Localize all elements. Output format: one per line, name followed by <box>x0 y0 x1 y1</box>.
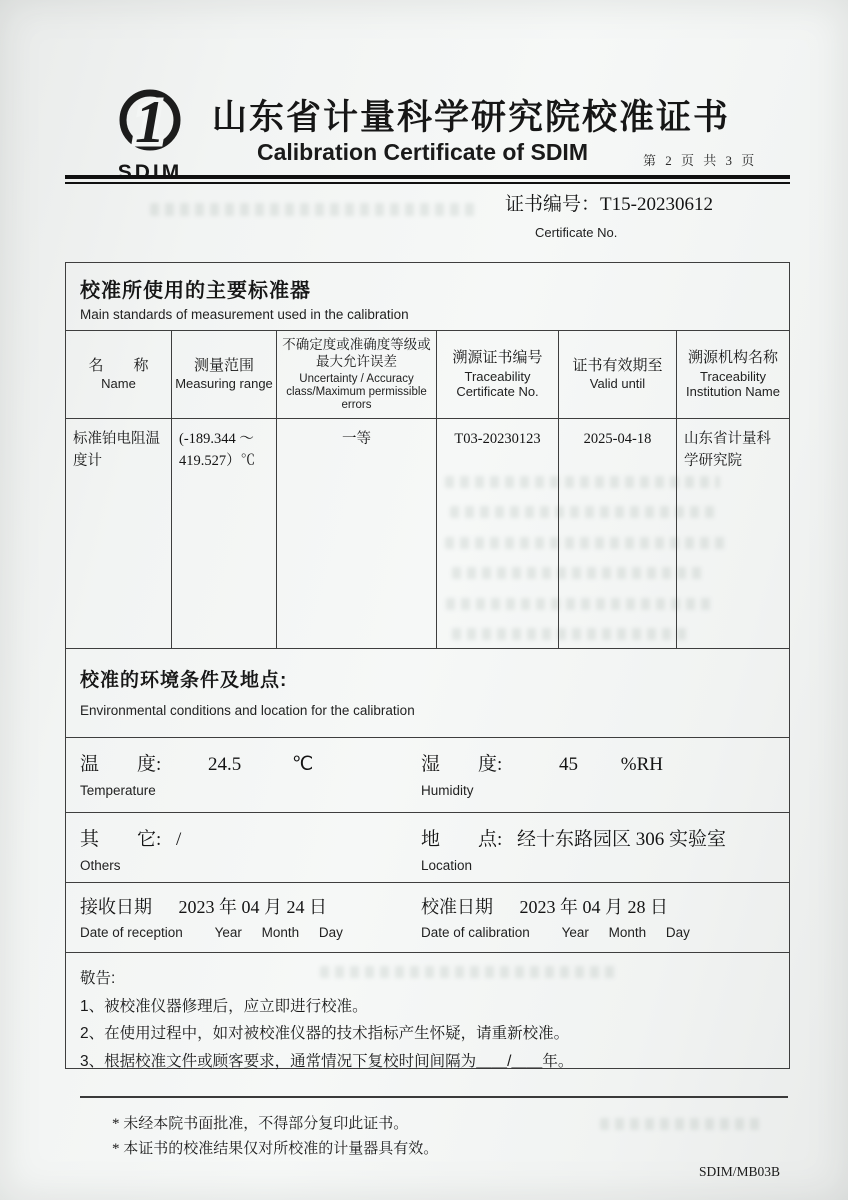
sdim-logo-icon <box>100 86 200 160</box>
others-location-row <box>66 813 789 883</box>
page-indicator: 第 2 页 共 3 页 <box>643 153 758 168</box>
calibration-date-value: 2023 年 04 月 28 日 <box>519 897 668 917</box>
certificate-number-line <box>505 189 713 216</box>
others-label-en: Others <box>80 858 121 873</box>
notice-item: 2、在使用过程中，如对被校准仪器的技术指标产生怀疑，请重新校准。 <box>80 1025 570 1043</box>
cell-traceability-cert-no: T03-20230123 <box>437 419 559 648</box>
cell-standard-name: 标准铂电阻温度计 <box>66 419 172 648</box>
others-value: / <box>176 829 182 850</box>
footer-note: * 未经本院书面批准，不得部分复印此证书。 <box>112 1116 409 1132</box>
standards-section-title-en: Main standards of measurement used in the calibration <box>80 307 409 322</box>
footer-notes <box>112 1112 438 1162</box>
humidity-label-zh: 湿 度: <box>421 754 503 775</box>
calibration-label-en: Date of calibration <box>421 925 530 940</box>
temperature-value: 24.5 <box>208 754 242 775</box>
location-value: 经十东路园区 306 实验室 <box>517 829 727 850</box>
notice-title: 敬告: <box>80 970 116 987</box>
reception-label-zh: 接收日期 <box>80 897 152 917</box>
cell-measuring-range: (-189.344 ～ 419.527）℃ <box>172 419 277 648</box>
humidity-label-en: Humidity <box>421 783 474 798</box>
column-header-traceability-institution: 溯源机构名称 Traceability Institution Name <box>686 349 780 399</box>
date-of-calibration-field <box>421 883 789 952</box>
others-field <box>66 813 421 882</box>
column-header-valid-until: 证书有效期至 Valid until <box>559 331 677 418</box>
location-label-en: Location <box>421 858 473 873</box>
notice-item: 3、根据校准文件或顾客要求，通常情况下复校时间间隔为＿＿/＿＿年。 <box>80 1052 574 1070</box>
footer-divider <box>80 1096 788 1098</box>
column-header-uncertainty: 不确定度或准确度等级或最大允许误差 Uncertainty / Accuracy class/Maximum permissible errors <box>277 331 437 418</box>
certificate-number-value: T15-20230612 <box>600 194 713 215</box>
humidity-value: 45 <box>559 754 579 775</box>
certificate-number-label-en: Certificate No. <box>535 225 618 240</box>
certificate-number-label: 证书编号： <box>505 194 601 215</box>
calibration-label-zh: 校准日期 <box>421 897 493 917</box>
location-label-zh: 地 点: <box>421 829 503 850</box>
column-header-measuring-range: 测量范围 Measuring range <box>172 331 277 418</box>
cell-valid-until: 2025-04-18 <box>559 419 677 648</box>
calibration-units-en: Year Month Day <box>561 925 690 940</box>
notice-item: 1、被校准仪器修理后，应立即进行校准。 <box>80 997 368 1015</box>
page-subtitle: Calibration Certificate of SDIM <box>257 139 588 165</box>
others-label-zh: 其 它: <box>80 829 162 850</box>
humidity-field <box>421 738 789 812</box>
sdim-logo-text: SDIM <box>117 161 183 184</box>
temperature-label-en: Temperature <box>80 783 156 798</box>
standards-section-title-zh: 校准所使用的主要标准器 <box>80 280 311 302</box>
column-header-name: 名 称 Name <box>66 331 172 418</box>
humidity-unit: %RH <box>620 754 664 775</box>
standards-section-header <box>66 263 789 331</box>
temperature-label-zh: 温 度: <box>80 754 162 775</box>
page-title: 山东省计量科学研究院校准证书 <box>212 98 731 137</box>
table-row <box>66 419 789 649</box>
cell-accuracy-class: 一等 <box>277 419 437 648</box>
svg-text:1: 1 <box>135 89 165 155</box>
environment-section-header <box>66 649 789 738</box>
standards-table-header-row <box>66 331 789 419</box>
bleedthrough-artifact <box>600 1118 760 1130</box>
environment-section-title-en: Environmental conditions and location for the calibration <box>80 703 415 718</box>
dates-row <box>66 883 789 953</box>
temperature-unit: ℃ <box>292 754 314 775</box>
sdim-logo <box>94 86 206 185</box>
reception-date-value: 2023 年 04 月 24 日 <box>178 897 327 917</box>
certificate-number-block <box>505 189 713 240</box>
reception-label-en: Date of reception <box>80 925 183 940</box>
environment-section-title-zh: 校准的环境条件及地点: <box>80 670 288 691</box>
cell-traceability-institution: 山东省计量科学研究院 <box>684 431 771 470</box>
temperature-humidity-row <box>66 738 789 813</box>
temperature-field <box>66 738 421 812</box>
location-field <box>421 813 789 882</box>
header-divider <box>65 175 790 184</box>
column-header-traceability-cert-no: 溯源证书编号 Traceability Certificate No. <box>437 331 559 418</box>
standards-table <box>65 262 790 1069</box>
form-code: SDIM/MB03B <box>698 1164 780 1179</box>
reception-units-en: Year Month Day <box>214 925 343 940</box>
date-of-reception-field <box>66 883 421 952</box>
notice-section <box>66 953 789 1075</box>
footer-note: * 本证书的校准结果仅对所校准的计量器具有效。 <box>112 1140 439 1157</box>
bleedthrough-artifact <box>150 203 480 216</box>
